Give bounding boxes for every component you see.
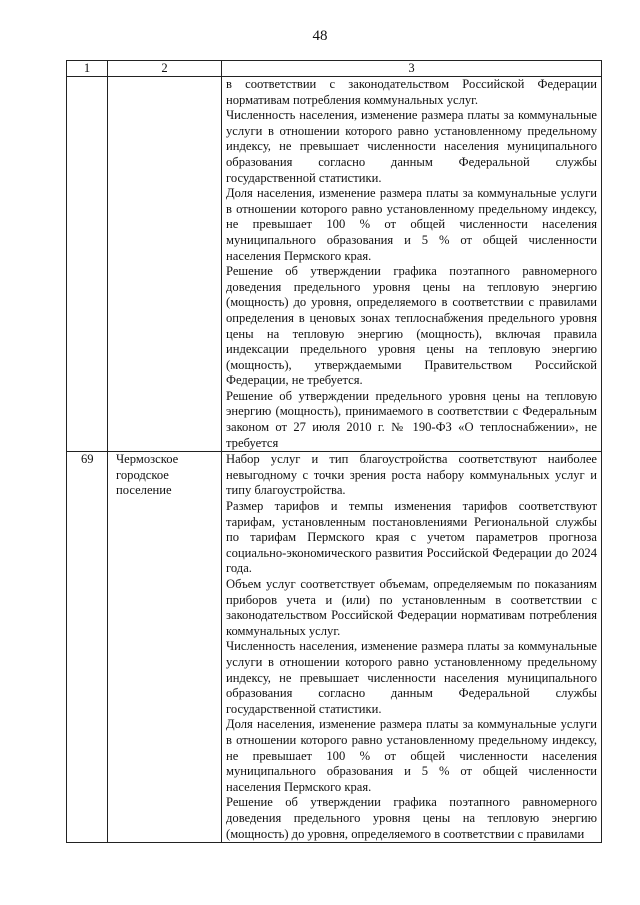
row-number-cell: 69 [67, 452, 108, 843]
municipality-name-cell: Чермозское городское поселение [108, 452, 222, 843]
table-row [67, 77, 602, 452]
description-paragraph: Численность населения, изменение размера платы за коммунальные услуги в отношении которого равно установленному предельному индексу, не превышает численности населения муниципального образования согласно данным Федеральной службы государственной статистики. [226, 639, 597, 716]
description-paragraph: Доля населения, изменение размера платы за коммунальные услуги в отношении которого равно установленному предельному индексу, не превышает 100 % от общей численности населения муниципального образования и 5 % от общей численности населения Пермского края. [226, 717, 597, 794]
description-paragraph: Решение об утверждении графика поэтапного равномерного доведения предельного уровня цены на тепловую энергию (мощность) до уровня, определяемого в соответствии с правилами [226, 795, 597, 841]
municipality-name-cell [108, 77, 222, 452]
description-paragraph: Численность населения, изменение размера платы за коммунальные услуги в отношении которого равно установленному предельному индексу, не превышает численности населения муниципального образования согласно данным Федеральной службы государственной статистики. [226, 108, 597, 185]
description-paragraph: Размер тарифов и темпы изменения тарифов соответствуют тарифам, установленным постановлениями Региональной службы по тарифам Пермского края с учетом параметров прогноза социально-экономического развития Российской Федерации до 2024 года. [226, 499, 597, 576]
table-row [67, 452, 602, 843]
description-cell [222, 77, 602, 452]
description-paragraph: Набор услуг и тип благоустройства соответствуют наиболее невыгодному с точки зрения роста набору коммунальных услуг и типу благоустройства. [226, 452, 597, 498]
description-paragraph: Объем услуг соответствует объемам, определяемым по показаниям приборов учета и (или) по установленным в соответствии с законодательством Российской Федерации нормативам потребления коммунальных услуг. [226, 577, 597, 638]
header-col-1: 1 [67, 61, 108, 77]
page-number: 48 [312, 28, 328, 44]
row-number-cell [67, 77, 108, 452]
header-col-2: 2 [108, 61, 222, 77]
description-paragraph: в соответствии с законодательством Российской Федерации нормативам потребления коммунальных услуг. [226, 77, 597, 107]
description-cell [222, 452, 602, 843]
description-paragraph: Решение об утверждении графика поэтапного равномерного доведения предельного уровня цены на тепловую энергию (мощность) до уровня, определяемого в соответствии с правилами определения в ценовых зонах теплоснабжения предельного уровня цены на тепловую энергию (мощность), включая правила индексации предельного уровня цены на тепловую энергию (мощность), утверждаемыми Правительством Российской Федерации, не требуется. [226, 264, 597, 388]
description-paragraph: Решение об утверждении предельного уровня цены на тепловую энергию (мощность), принимаемого в соответствии с Федеральным законом от 27 июля 2010 г. № 190-ФЗ «О теплоснабжении», не требуется [226, 388, 597, 450]
table-header-row [67, 61, 602, 77]
description-paragraph: Доля населения, изменение размера платы за коммунальные услуги в отношении которого равно установленному предельному индексу, не превышает 100 % от общей численности населения муниципального образования и 5 % от общей численности населения Пермского края. [226, 186, 597, 263]
header-col-3: 3 [222, 61, 602, 77]
services-table [66, 60, 602, 843]
